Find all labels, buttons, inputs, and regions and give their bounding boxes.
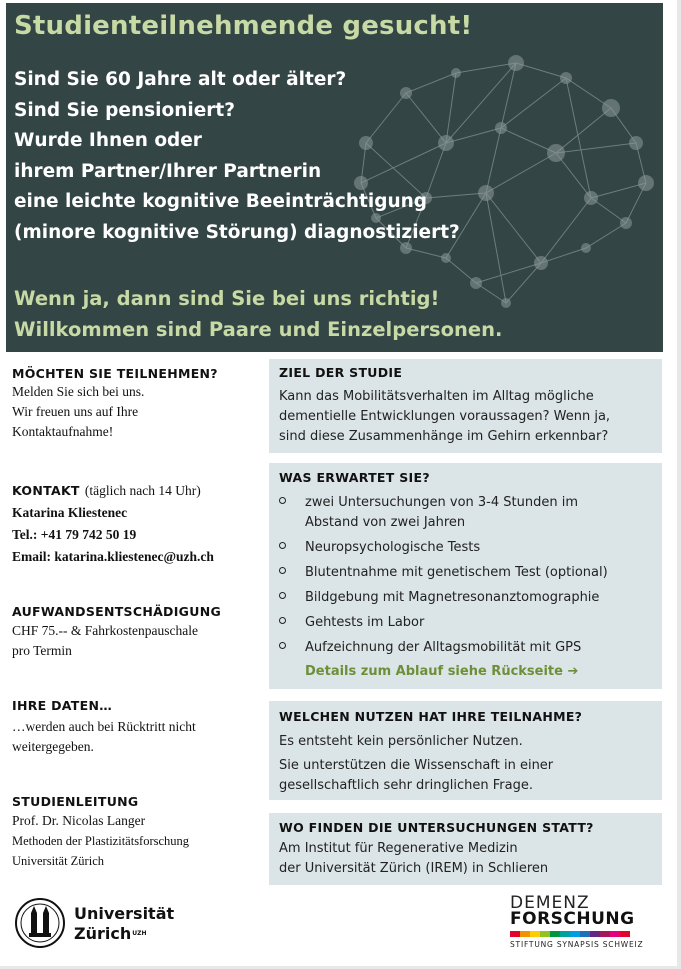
uzh-seal-icon: [14, 897, 66, 949]
goal-line: Kann das Mobilitätsverhalten im Alltag mögliche: [279, 389, 594, 404]
question-line: Sind Sie 60 Jahre alt oder älter?: [14, 69, 347, 90]
goal-line: dementielle Entwicklungen voraussagen? Wenn ja,: [279, 409, 611, 424]
bullet-icon: [279, 567, 286, 574]
list-item: Aufzeichnung der Alltagsmobilität mit GPS: [279, 638, 659, 658]
header-banner: [6, 3, 663, 352]
participate-line: Wir freuen uns auf Ihre: [12, 404, 139, 419]
details-link[interactable]: Details zum Ablauf siehe Rückseite ➔: [305, 664, 579, 679]
benefit-line: Sie unterstützen die Wissenschaft in einer: [279, 758, 554, 773]
participate-heading: MÖCHTEN SIE TEILNEHMEN?: [12, 366, 218, 381]
expect-box: [269, 463, 662, 689]
where-line: Am Institut für Regenerative Medizin: [279, 841, 518, 856]
list-item: zwei Untersuchungen von 3-4 Stunden im Abstand von zwei Jahren: [279, 493, 659, 533]
question-line: Wurde Ihnen oder: [14, 130, 202, 151]
question-line: ihrem Partner/Ihrer Partnerin: [14, 160, 322, 182]
answer-line: Willkommen sind Paare und Einzelpersonen.: [14, 317, 503, 341]
benefit-line: Es entsteht kein persönlicher Nutzen.: [279, 734, 523, 749]
question-line: Sind Sie pensioniert?: [14, 99, 235, 121]
contact-name: Katarina Kliestenec: [12, 505, 128, 520]
forschung-line: FORSCHUNG: [510, 909, 635, 929]
expect-title: WAS ERWARTET SIE?: [279, 470, 430, 485]
uzh-logo: [14, 897, 184, 957]
foundation-line: STIFTUNG SYNAPSIS SCHWEIZ: [510, 940, 644, 949]
compensation-heading: AUFWANDSENTSCHÄDIGUNG: [12, 604, 222, 619]
demenz-forschung-logo: [510, 893, 660, 953]
answer-line: Wenn ja, dann sind Sie bei uns richtig!: [14, 287, 440, 310]
participate-line: Melden Sie sich bei uns.: [12, 384, 145, 399]
participate-line: Kontaktaufnahme!: [12, 424, 114, 439]
participate-section: [12, 366, 218, 442]
list-item: Blutentnahme mit genetischem Test (optional): [279, 563, 659, 583]
color-stripe-icon: [510, 931, 630, 937]
lead-section: [12, 794, 189, 871]
bullet-icon: [279, 497, 286, 504]
where-box: [269, 813, 662, 885]
benefit-line: gesellschaftlich sehr dringlichen Frage.: [279, 778, 533, 793]
list-item: Bildgebung mit Magnetresonanztomographie: [279, 588, 659, 608]
question-line: eine leichte kognitive Beeinträchtigung: [14, 191, 428, 212]
lead-line: Universität Zürich: [12, 854, 104, 868]
contact-email[interactable]: Email: katarina.kliestenec@uzh.ch: [12, 549, 214, 564]
data-section: [12, 698, 196, 757]
demenz-line: DEMENZ: [510, 893, 590, 913]
lead-line: Prof. Dr. Nicolas Langer: [12, 813, 146, 828]
data-line: weitergegeben.: [12, 739, 94, 754]
list-item: Neuropsychologische Tests: [279, 538, 659, 558]
page-edge: [677, 0, 681, 969]
lead-line: Methoden der Plastizitätsforschung: [12, 834, 190, 848]
data-line: …werden auch bei Rücktritt nicht: [12, 719, 196, 734]
where-line: der Universität Zürich (IREM) in Schlieren: [279, 861, 549, 876]
lead-heading: STUDIENLEITUNG: [12, 794, 139, 809]
bullet-icon: [279, 617, 286, 624]
compensation-line: CHF 75.-- & Fahrkostenpauschale: [12, 623, 198, 638]
contact-section: [12, 480, 214, 567]
bullet-icon: [279, 542, 286, 549]
bullet-icon: [279, 592, 286, 599]
compensation-line: pro Termin: [12, 643, 72, 658]
uzh-name: Universität Zürich$^{UZH}$: [74, 904, 175, 943]
contact-heading: KONTAKT: [12, 483, 80, 498]
banner-answer: [14, 284, 502, 345]
contact-phone[interactable]: Tel.: +41 79 742 50 19: [12, 527, 137, 542]
benefit-title: WELCHEN NUTZEN HAT IHRE TEILNAHME?: [279, 709, 583, 724]
banner-title: Studienteilnehmende gesucht!: [14, 11, 473, 41]
bullet-icon: [279, 642, 286, 649]
goal-line: sind diese Zusammenhänge im Gehirn erkennbar?: [279, 429, 609, 444]
data-heading: IHRE DATEN…: [12, 698, 113, 713]
where-title: WO FINDEN DIE UNTERSUCHUNGEN STATT?: [279, 820, 594, 835]
question-line: (minore kognitive Störung) diagnostiziert?: [14, 221, 460, 243]
goal-title: ZIEL DER STUDIE: [279, 365, 403, 380]
compensation-section: [12, 604, 221, 661]
benefit-box: [269, 701, 662, 800]
banner-questions: [14, 65, 460, 248]
list-item: Gehtests im Labor: [279, 613, 659, 633]
goal-box: [269, 359, 662, 453]
contact-note: (täglich nach 14 Uhr): [84, 483, 201, 498]
